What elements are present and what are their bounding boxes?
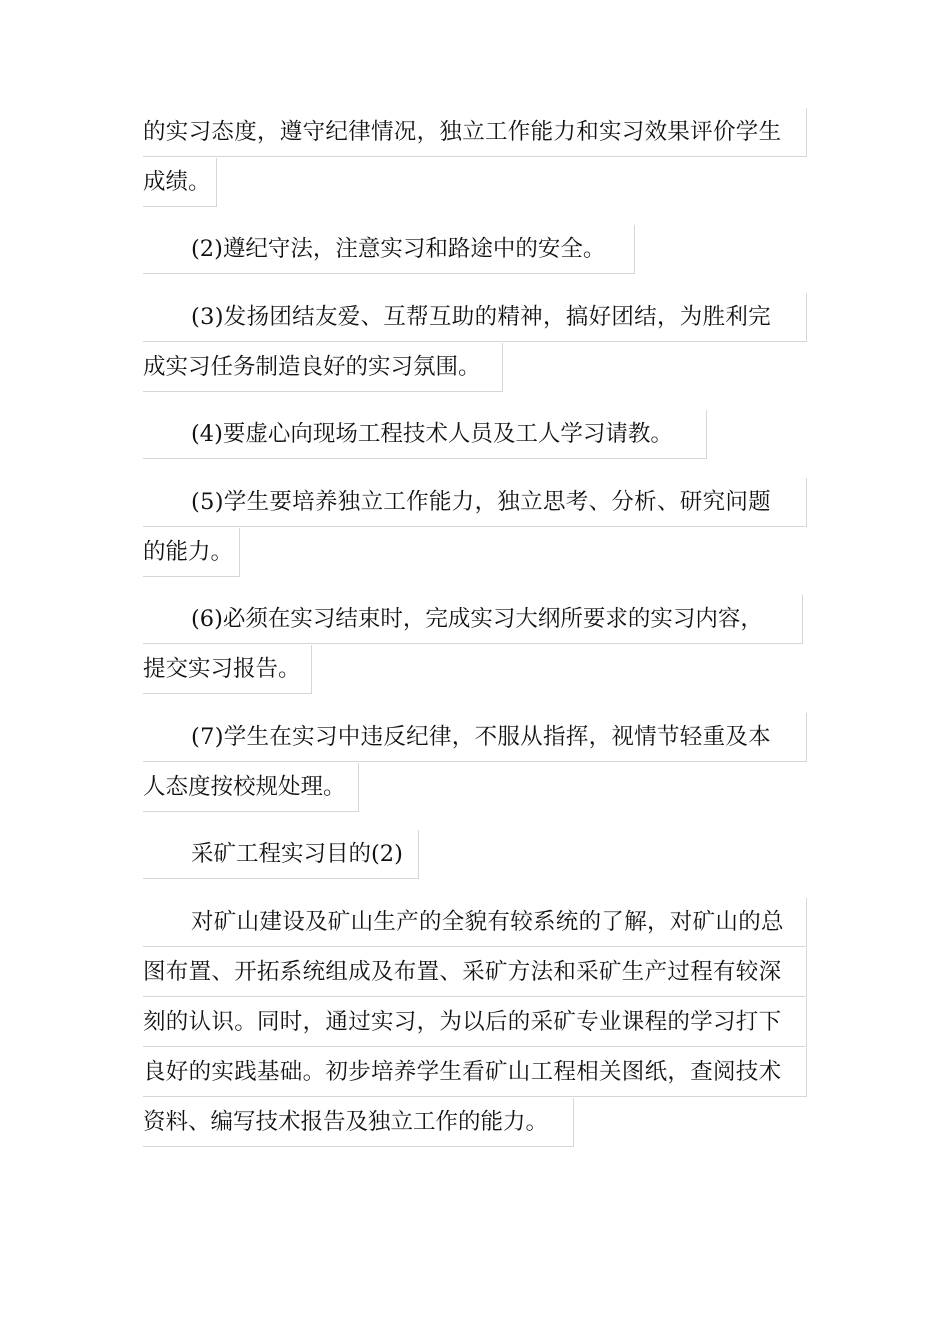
section-heading: 采矿工程实习目的(2) [143,830,419,879]
list-item-6: (6)必须在实习结束时，完成实习大纲所要求的实习内容， [143,595,803,644]
text-line: 图布置、开拓系统组成及布置、采矿方法和采矿生产过程有较深 [143,948,807,997]
list-item-4: (4)要虚心向现场工程技术人员及工人学习请教。 [143,410,707,459]
text-line: 的能力。 [143,528,240,577]
text-line: 人态度按校规处理。 [143,763,359,812]
text-line: 成实习任务制造良好的实习氛围。 [143,343,503,392]
text-line: 成绩。 [143,158,217,207]
text-line: 刻的认识。同时，通过实习，为以后的采矿专业课程的学习打下 [143,998,807,1047]
list-item-3: (3)发扬团结友爱、互帮互助的精神，搞好团结，为胜利完 [143,293,807,342]
text-line: 资料、编写技术报告及独立工作的能力。 [143,1098,574,1147]
text-line: 的实习态度，遵守纪律情况，独立工作能力和实习效果评价学生 [143,108,807,157]
list-item-7: (7)学生在实习中违反纪律，不服从指挥，视情节轻重及本 [143,713,807,762]
text-line: 良好的实践基础。初步培养学生看矿山工程相关图纸，查阅技术 [143,1048,807,1097]
list-item-2: (2)遵纪守法，注意实习和路途中的安全。 [143,225,635,274]
text-line: 对矿山建设及矿山生产的全貌有较系统的了解，对矿山的总 [143,898,807,947]
text-line: 提交实习报告。 [143,645,312,694]
list-item-5: (5)学生要培养独立工作能力，独立思考、分析、研究问题 [143,478,807,527]
